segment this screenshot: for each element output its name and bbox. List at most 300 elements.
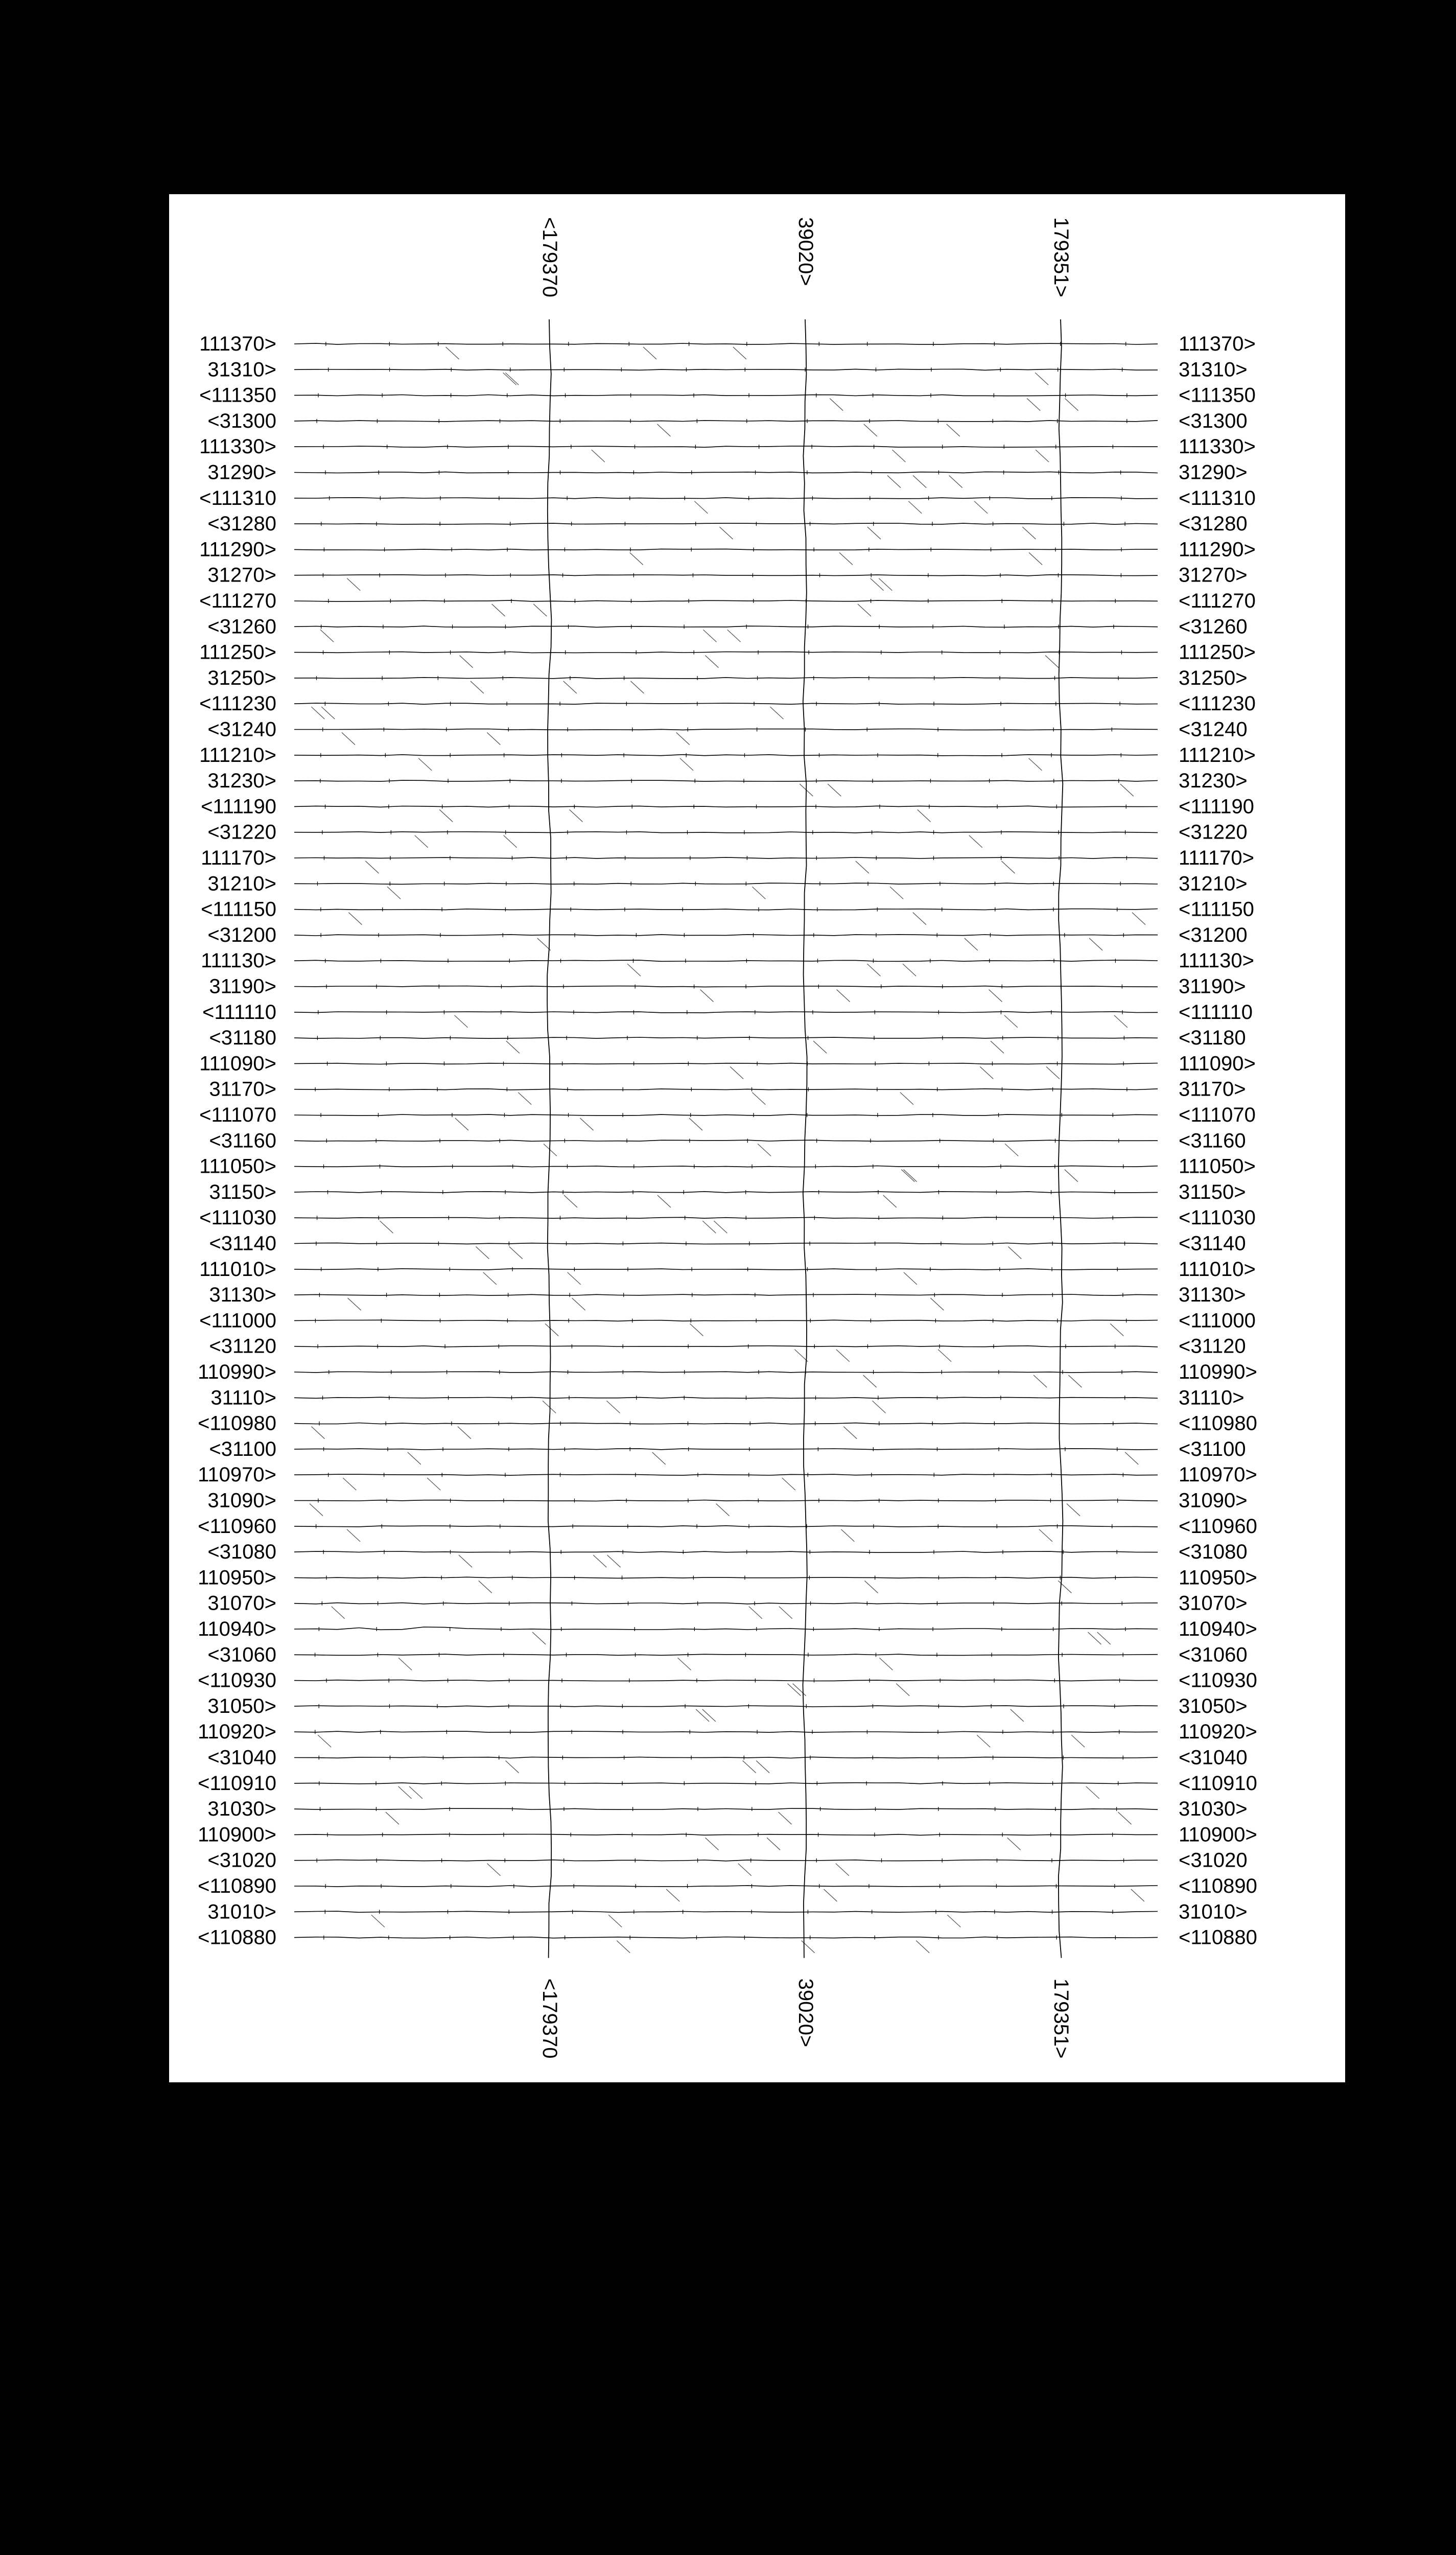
crossline-path xyxy=(294,523,1158,524)
crossline-left-label: <31120 xyxy=(209,1335,276,1358)
point-annotation-mark xyxy=(532,1632,546,1644)
point-annotation-mark xyxy=(813,1041,827,1053)
crossline-path xyxy=(294,1397,1158,1398)
point-annotation-mark xyxy=(867,964,880,976)
point-annotation-mark xyxy=(689,1118,702,1130)
point-annotation-mark xyxy=(908,501,922,514)
line-map xyxy=(169,194,1345,2082)
point-annotation-mark xyxy=(506,1041,520,1053)
crossline-path xyxy=(294,806,1158,807)
crossline-right-label: 110920> xyxy=(1179,1721,1257,1744)
point-annotation-mark xyxy=(879,1658,893,1670)
point-annotation-mark xyxy=(980,1066,993,1079)
crossline-path xyxy=(294,1834,1158,1835)
crossline-left-label: <111350 xyxy=(199,384,276,407)
crossline-left-label: 31090> xyxy=(207,1489,276,1512)
point-annotation-mark xyxy=(678,1658,691,1670)
crossline-path xyxy=(294,1886,1158,1887)
point-annotation-mark xyxy=(965,938,978,950)
crossline-path xyxy=(294,1783,1158,1784)
point-annotation-mark xyxy=(913,476,926,488)
point-annotation-mark xyxy=(705,656,718,668)
crossline-left-label: 31010> xyxy=(207,1900,276,1923)
crossline-right-label: <31160 xyxy=(1179,1129,1246,1152)
crossline-left-label: 31070> xyxy=(207,1592,276,1615)
point-annotation-mark xyxy=(758,1144,771,1156)
point-annotation-mark xyxy=(487,1864,501,1876)
point-annotation-mark xyxy=(702,1221,716,1233)
crossline-right-label: <31260 xyxy=(1179,615,1248,638)
crossline-left-label: 31170> xyxy=(209,1078,276,1101)
point-annotation-mark xyxy=(608,1915,622,1927)
crossline-path xyxy=(294,1627,1158,1630)
crossline-path xyxy=(294,1860,1158,1861)
crossline-left-label: <111000 xyxy=(199,1309,276,1332)
crossline-path xyxy=(294,1526,1158,1527)
crossline-left-label: 111210> xyxy=(199,744,276,766)
crossline-path xyxy=(294,1012,1158,1013)
crossline-right-label: 31090> xyxy=(1179,1489,1248,1512)
point-annotation-mark xyxy=(1132,913,1145,925)
crossline-right-label: 110970> xyxy=(1179,1464,1257,1486)
crossline-right-label: 111210> xyxy=(1179,744,1256,766)
point-annotation-mark xyxy=(460,656,473,668)
point-annotation-mark xyxy=(1039,1529,1052,1542)
crossline-right-label: <110890 xyxy=(1179,1875,1257,1897)
crossline-left-label: <31240 xyxy=(207,718,276,741)
crossline-path xyxy=(294,1063,1158,1064)
crossline-right-label: 111130> xyxy=(1179,949,1254,972)
crossline-left-label: <110980 xyxy=(198,1412,276,1435)
crossline-left-label: <31140 xyxy=(209,1232,276,1255)
point-annotation-mark xyxy=(767,1838,780,1850)
point-annotation-mark xyxy=(1046,1066,1060,1079)
point-annotation-mark xyxy=(509,1247,523,1259)
point-annotation-mark xyxy=(657,1195,671,1207)
crossline-left-label: <110930 xyxy=(198,1669,276,1692)
point-annotation-mark xyxy=(348,1298,361,1310)
crossline-path xyxy=(294,1269,1158,1270)
crossline-right-label: 111250> xyxy=(1179,641,1256,664)
crossline-path xyxy=(294,1449,1158,1450)
crossline-left-label: 31030> xyxy=(207,1798,276,1821)
point-annotation-mark xyxy=(802,1941,815,1953)
point-annotation-mark xyxy=(916,1941,929,1953)
point-annotation-mark xyxy=(564,1195,577,1207)
point-annotation-mark xyxy=(690,1323,703,1336)
crossline-left-label: <110890 xyxy=(198,1875,276,1897)
crossline-left-label: <31080 xyxy=(207,1541,276,1564)
crossline-right-label: 110950> xyxy=(1179,1566,1257,1589)
crossline-path xyxy=(294,935,1158,936)
point-annotation-mark xyxy=(779,1607,792,1619)
crossline-left-label: 110900> xyxy=(198,1823,276,1846)
point-annotation-mark xyxy=(1007,1838,1021,1850)
point-annotation-mark xyxy=(455,1118,468,1130)
crossline-path xyxy=(294,1089,1158,1090)
point-annotation-mark xyxy=(727,630,741,642)
point-annotation-mark xyxy=(380,1221,393,1233)
point-annotation-mark xyxy=(706,1838,719,1850)
crossline-path xyxy=(294,832,1158,833)
point-annotation-mark xyxy=(418,758,432,771)
crossline-right-label: <111110 xyxy=(1179,1001,1253,1024)
crossline-right-label: 111330> xyxy=(1179,435,1256,458)
crossline-path xyxy=(294,575,1158,576)
crossline-path xyxy=(294,857,1158,858)
crossline-right-label: <31120 xyxy=(1179,1335,1246,1358)
crossline-right-label: 111090> xyxy=(1179,1052,1256,1075)
point-annotation-mark xyxy=(830,399,843,411)
point-annotation-mark xyxy=(408,1452,421,1465)
point-annotation-mark xyxy=(479,1581,492,1593)
point-annotation-mark xyxy=(904,1272,917,1285)
crossline-right-label: 31150> xyxy=(1179,1180,1246,1203)
crossline-right-label: 31010> xyxy=(1179,1900,1248,1923)
point-annotation-mark xyxy=(743,1761,756,1773)
crossline-right-label: 31070> xyxy=(1179,1592,1248,1615)
survey-map-sheet xyxy=(169,194,1345,2082)
crossline-left-label: <111030 xyxy=(199,1206,276,1229)
point-annotation-mark xyxy=(1118,1812,1132,1824)
crossline-right-label: <31100 xyxy=(1179,1437,1246,1460)
point-annotation-mark xyxy=(903,964,916,976)
point-annotation-mark xyxy=(533,604,547,616)
crossline-right-label: <111230 xyxy=(1179,692,1256,715)
point-annotation-mark xyxy=(398,1658,412,1670)
point-annotation-mark xyxy=(702,1709,716,1722)
point-annotation-mark xyxy=(1004,1015,1018,1028)
crossline-left-label: <31060 xyxy=(207,1643,276,1666)
point-annotation-mark xyxy=(1034,1375,1047,1387)
point-annotation-mark xyxy=(607,1555,621,1567)
point-annotation-mark xyxy=(700,990,714,1002)
point-annotation-mark xyxy=(947,424,960,436)
crossline-left-label: <111270 xyxy=(199,590,276,612)
point-annotation-mark xyxy=(1035,373,1048,385)
crossline-right-label: 31210> xyxy=(1179,872,1248,895)
point-annotation-mark xyxy=(504,835,517,848)
crossline-right-label: 111170> xyxy=(1179,847,1254,869)
crossline-path xyxy=(294,678,1158,679)
point-annotation-mark xyxy=(883,1195,897,1207)
point-annotation-mark xyxy=(837,990,850,1002)
point-annotation-mark xyxy=(863,1375,877,1387)
point-annotation-mark xyxy=(716,1504,730,1516)
point-annotation-mark xyxy=(427,1478,440,1490)
crossline-left-label: <110960 xyxy=(198,1515,276,1538)
crossline-right-label: <31060 xyxy=(1179,1643,1248,1666)
crossline-left-label: 111130> xyxy=(201,949,276,972)
point-annotation-mark xyxy=(617,1941,630,1953)
point-annotation-mark xyxy=(342,733,355,745)
crossline-left-label: 111290> xyxy=(199,538,276,561)
crossline-path xyxy=(294,1114,1158,1116)
point-annotation-mark xyxy=(627,964,641,976)
point-annotation-mark xyxy=(1011,1709,1024,1722)
point-annotation-mark xyxy=(824,1889,837,1901)
crossline-left-label: <31100 xyxy=(209,1437,276,1460)
crossline-left-label: 31150> xyxy=(209,1180,276,1203)
crossline-right-label: 31170> xyxy=(1179,1078,1246,1101)
crossline-path xyxy=(294,1937,1158,1938)
crossline-right-label: <31140 xyxy=(1179,1232,1246,1255)
crossline-path xyxy=(294,729,1158,730)
point-annotation-mark xyxy=(879,578,892,591)
crossline-right-label: 31030> xyxy=(1179,1798,1248,1821)
crossline-path xyxy=(294,883,1158,884)
point-annotation-mark xyxy=(492,604,505,616)
crossline-right-label: 110940> xyxy=(1179,1618,1257,1640)
inline-top-label: 39020> xyxy=(794,217,817,286)
crossline-left-label: 111370> xyxy=(199,333,276,355)
crossline-left-label: 110970> xyxy=(198,1464,276,1486)
point-annotation-mark xyxy=(890,887,903,899)
crossline-path xyxy=(294,755,1158,756)
crossline-path xyxy=(294,1192,1158,1193)
crossline-left-label: <31020 xyxy=(207,1849,276,1872)
crossline-right-label: <110960 xyxy=(1179,1515,1257,1538)
point-annotation-mark xyxy=(871,578,884,591)
crossline-right-label: <31180 xyxy=(1179,1027,1246,1050)
point-annotation-mark xyxy=(593,1555,606,1567)
point-annotation-mark xyxy=(652,1452,666,1465)
crossline-right-label: <31240 xyxy=(1179,718,1248,741)
point-annotation-mark xyxy=(386,1812,399,1824)
point-annotation-mark xyxy=(694,501,708,514)
point-annotation-mark xyxy=(969,835,982,848)
crossline-path xyxy=(294,1320,1158,1321)
crossline-right-label: <111350 xyxy=(1179,384,1256,407)
crossline-path xyxy=(294,1140,1158,1141)
point-annotation-mark xyxy=(918,809,931,822)
crossline-right-label: 110900> xyxy=(1179,1823,1257,1846)
point-annotation-mark xyxy=(828,784,841,796)
inline-path xyxy=(803,319,807,1958)
crossline-left-label: <31160 xyxy=(209,1129,276,1152)
point-annotation-mark xyxy=(892,450,905,462)
point-annotation-mark xyxy=(841,1529,854,1542)
crossline-right-label: <31080 xyxy=(1179,1541,1248,1564)
point-annotation-mark xyxy=(974,501,988,514)
crossline-right-label: 31110> xyxy=(1179,1386,1244,1409)
crossline-left-label: 110950> xyxy=(198,1566,276,1589)
point-annotation-mark xyxy=(788,1684,801,1696)
point-annotation-mark xyxy=(938,1350,951,1362)
point-annotation-mark xyxy=(856,861,869,873)
crossline-left-label: <111230 xyxy=(199,692,276,715)
point-annotation-mark xyxy=(1036,450,1049,462)
point-annotation-mark xyxy=(518,1093,531,1105)
crossline-right-label: 31050> xyxy=(1179,1694,1248,1717)
point-annotation-mark xyxy=(348,913,362,925)
point-annotation-mark xyxy=(455,1015,468,1028)
crossline-path xyxy=(294,498,1158,499)
crossline-path xyxy=(294,369,1158,370)
inline-path xyxy=(1059,319,1063,1958)
crossline-right-label: <111270 xyxy=(1179,590,1256,612)
crossline-right-label: <31300 xyxy=(1179,409,1248,432)
point-annotation-mark xyxy=(398,1786,411,1799)
crossline-path xyxy=(294,1037,1158,1038)
point-annotation-mark xyxy=(332,1607,345,1619)
point-annotation-mark xyxy=(1071,1735,1085,1747)
point-annotation-mark xyxy=(900,1093,913,1105)
point-annotation-mark xyxy=(1005,1144,1018,1156)
point-annotation-mark xyxy=(321,707,335,719)
point-annotation-mark xyxy=(471,681,484,693)
crossline-path xyxy=(294,1474,1158,1475)
crossline-path xyxy=(294,780,1158,781)
point-annotation-mark xyxy=(864,424,877,436)
crossline-path xyxy=(294,1294,1158,1295)
crossline-right-label: 111010> xyxy=(1179,1258,1256,1281)
point-annotation-mark xyxy=(896,1684,909,1696)
point-annotation-mark xyxy=(1022,527,1036,539)
crossline-path xyxy=(294,1731,1158,1732)
inline-bottom-label: 39020> xyxy=(794,1978,817,2048)
crossline-right-label: 31290> xyxy=(1179,461,1248,484)
crossline-left-label: 31190> xyxy=(209,975,276,998)
crossline-left-label: 111010> xyxy=(199,1258,276,1281)
crossline-right-label: 111050> xyxy=(1179,1155,1256,1178)
crossline-left-label: 110990> xyxy=(198,1361,276,1383)
crossline-path xyxy=(294,1346,1158,1347)
crossline-right-label: 31250> xyxy=(1179,666,1248,689)
point-annotation-mark xyxy=(630,681,644,693)
crossline-path xyxy=(294,909,1158,910)
crossline-left-label: 31310> xyxy=(207,358,276,381)
point-annotation-mark xyxy=(580,1118,593,1130)
point-annotation-mark xyxy=(606,1401,620,1413)
crossline-right-label: <111070 xyxy=(1179,1104,1256,1126)
crossline-path xyxy=(294,1757,1158,1758)
crossline-right-label: 31270> xyxy=(1179,564,1248,587)
crossline-path xyxy=(294,343,1158,344)
point-annotation-mark xyxy=(1068,1375,1082,1387)
crossline-path xyxy=(294,1680,1158,1681)
point-annotation-mark xyxy=(1029,552,1042,565)
point-annotation-mark xyxy=(752,887,765,899)
crossline-right-label: <31020 xyxy=(1179,1849,1248,1872)
point-annotation-mark xyxy=(563,681,577,693)
crossline-left-label: <110910 xyxy=(198,1772,276,1795)
point-annotation-mark xyxy=(409,1786,422,1799)
crossline-right-label: 110990> xyxy=(1179,1361,1257,1383)
crossline-path xyxy=(294,986,1158,987)
point-annotation-mark xyxy=(1125,1452,1138,1465)
crossline-left-label: 31290> xyxy=(207,461,276,484)
point-annotation-mark xyxy=(836,1350,850,1362)
point-annotation-mark xyxy=(843,1427,857,1439)
crossline-right-label: <110930 xyxy=(1179,1669,1257,1692)
point-annotation-mark xyxy=(779,1812,792,1824)
crossline-right-label: <110910 xyxy=(1179,1772,1257,1795)
crossline-right-label: 31230> xyxy=(1179,770,1248,793)
crossline-left-label: 111330> xyxy=(199,435,276,458)
point-annotation-mark xyxy=(904,1170,917,1182)
point-annotation-mark xyxy=(696,1709,709,1722)
point-annotation-mark xyxy=(1089,938,1102,950)
point-annotation-mark xyxy=(503,373,516,385)
point-annotation-mark xyxy=(643,347,656,359)
crossline-path xyxy=(294,1603,1158,1604)
crossline-path xyxy=(294,421,1158,422)
point-annotation-mark xyxy=(947,1915,960,1927)
crossline-left-label: 31250> xyxy=(207,666,276,689)
crossline-path xyxy=(294,1243,1158,1244)
point-annotation-mark xyxy=(873,1401,886,1413)
crossline-right-label: 111370> xyxy=(1179,333,1256,355)
crossline-left-label: <31260 xyxy=(207,615,276,638)
crossline-right-label: <31040 xyxy=(1179,1746,1248,1769)
crossline-left-label: 31270> xyxy=(207,564,276,587)
inline-top-label: 179351> xyxy=(1050,217,1072,297)
point-annotation-mark xyxy=(1065,399,1078,411)
crossline-left-label: 31110> xyxy=(210,1386,276,1409)
inline-bottom-label: 179351> xyxy=(1050,1978,1072,2059)
point-annotation-mark xyxy=(770,707,784,719)
crossline-left-label: 111050> xyxy=(199,1155,276,1178)
point-annotation-mark xyxy=(347,578,360,591)
crossline-path xyxy=(294,1577,1158,1578)
point-annotation-mark xyxy=(439,809,453,822)
point-annotation-mark xyxy=(991,1041,1004,1053)
point-annotation-mark xyxy=(1110,1323,1123,1336)
crossline-path xyxy=(294,1166,1158,1167)
point-annotation-mark xyxy=(738,1864,752,1876)
point-annotation-mark xyxy=(1008,1247,1021,1259)
point-annotation-mark xyxy=(782,1478,795,1490)
point-annotation-mark xyxy=(311,707,324,719)
crossline-path xyxy=(294,652,1158,653)
point-annotation-mark xyxy=(1067,1504,1080,1516)
inline-top-label: <179370 xyxy=(538,217,561,297)
point-annotation-mark xyxy=(901,1170,914,1182)
crossline-left-label: <31220 xyxy=(207,821,276,844)
inline-bottom-label: <179370 xyxy=(538,1978,561,2059)
point-annotation-mark xyxy=(572,1298,585,1310)
point-annotation-mark xyxy=(730,1066,743,1079)
point-annotation-mark xyxy=(714,1221,727,1233)
crossline-left-label: 111170> xyxy=(201,847,276,869)
point-annotation-mark xyxy=(483,1272,497,1285)
point-annotation-mark xyxy=(347,1529,360,1542)
point-annotation-mark xyxy=(680,758,693,771)
point-annotation-mark xyxy=(1027,399,1040,411)
point-annotation-mark xyxy=(1120,784,1134,796)
crossline-right-label: <111150 xyxy=(1179,898,1254,921)
crossline-left-label: 31210> xyxy=(207,872,276,895)
crossline-path xyxy=(294,1500,1158,1501)
crossline-right-label: <110980 xyxy=(1179,1412,1257,1435)
point-annotation-mark xyxy=(1114,1015,1128,1028)
point-annotation-mark xyxy=(1065,1170,1078,1182)
point-annotation-mark xyxy=(867,527,881,539)
crossline-right-label: <31200 xyxy=(1179,923,1248,946)
crossline-left-label: <31200 xyxy=(207,923,276,946)
crossline-left-label: <111110 xyxy=(202,1001,276,1024)
inline-path xyxy=(547,319,551,1958)
point-annotation-mark xyxy=(568,1272,581,1285)
point-annotation-mark xyxy=(1131,1889,1144,1901)
crossline-left-label: 31130> xyxy=(209,1284,276,1307)
point-annotation-mark xyxy=(749,1607,762,1619)
crossline-right-label: <31220 xyxy=(1179,821,1248,844)
point-annotation-mark xyxy=(630,552,643,565)
crossline-left-label: 111250> xyxy=(199,641,276,664)
point-annotation-mark xyxy=(487,733,500,745)
